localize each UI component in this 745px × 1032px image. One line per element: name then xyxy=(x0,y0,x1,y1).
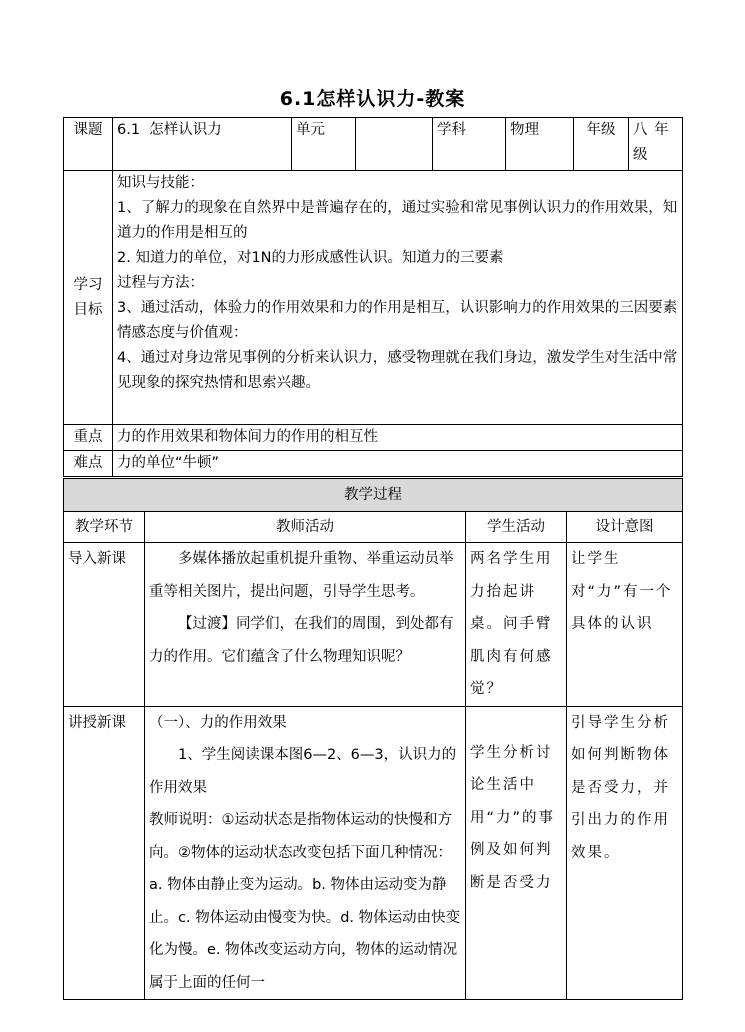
process-table xyxy=(63,478,683,1000)
student-cell: 学生分析讨论生活中用“力”的事例及如何判断是否受力 xyxy=(466,706,567,1000)
key-point-label: 重点 xyxy=(64,425,113,451)
header-intent: 设计意图 xyxy=(567,512,683,543)
teacher-paragraph: 教师说明：①运动状态是指物体运动的快慢和方向。②物体的运动状态改变包括下面几种情况：a. 物体由静止变为运动。b. 物体由运动变为静止。c. 物体运动由慢变为快。d. 物体运动由快变化为慢。e. 物体改变运动方向，物体的运动情况属于上面的任何一 xyxy=(149,812,461,991)
grade-label: 年级 xyxy=(574,118,629,171)
difficulty-label: 难点 xyxy=(64,451,113,477)
table-row xyxy=(64,706,683,1000)
subject-label: 学科 xyxy=(433,118,506,171)
intent-cell: 让学生对“力”有一个具体的认识 xyxy=(567,543,683,707)
objectives-content xyxy=(113,171,683,425)
student-cell: 两名学生用力抬起讲桌。问手臂肌肉有何感觉？ xyxy=(466,543,567,707)
objective-line: 过程与方法： xyxy=(117,275,204,291)
teacher-paragraph: 【过渡】同学们，在我们的周围，到处都有力的作用。它们蕴含了什么物理知识呢？ xyxy=(149,616,454,665)
unit-value xyxy=(356,118,433,171)
objectives-label: 学习目标 xyxy=(64,171,113,425)
objective-line: 1、了解力的现象在自然界中是普遍存在的，通过实验和常见事例认识力的作用效果，知道力的作用是相互的 xyxy=(117,200,678,241)
page-title: 6.1怎样认识力-教案 xyxy=(279,88,466,110)
header-student: 学生活动 xyxy=(466,512,567,543)
grade-value: 八 年级 xyxy=(629,118,683,171)
intent-cell: 引导学生分析如何判断物体是否受力，并引出力的作用效果。 xyxy=(567,706,683,1000)
objective-line: 2. 知道力的单位，对1N的力形成感性认识。知道力的三要素 xyxy=(117,250,504,266)
teacher-cell xyxy=(145,543,466,707)
stage-cell: 导入新课 xyxy=(64,543,145,707)
unit-label: 单元 xyxy=(292,118,356,171)
key-point-value: 力的作用效果和物体间力的作用的相互性 xyxy=(113,425,683,451)
teacher-paragraph: 多媒体播放起重机提升重物、举重运动员举重等相关图片，提出问题，引导学生思考。 xyxy=(149,551,454,600)
teacher-cell xyxy=(145,706,466,1000)
objective-line: 情感态度与价值观： xyxy=(117,325,248,341)
course-value: 6.1 怎样认识力 xyxy=(113,118,292,171)
header-stage: 教学环节 xyxy=(64,512,145,543)
objectives-row xyxy=(64,171,683,425)
process-header-row xyxy=(64,512,683,543)
objective-line: 3、通过活动，体验力的作用效果和力的作用是相互，认识影响力的作用效果的三因要素 xyxy=(117,300,678,316)
difficulty-row xyxy=(64,451,683,477)
key-point-row xyxy=(64,425,683,451)
difficulty-value: 力的单位“牛顿” xyxy=(113,451,683,477)
process-section-title: 教学过程 xyxy=(64,479,683,512)
objective-line: 知识与技能： xyxy=(117,175,204,191)
objective-line: 4、通过对身边常见事例的分析来认识力，感受物理就在我们身边，激发学生对生活中常见现象的探究热情和思索兴趣。 xyxy=(117,350,678,391)
table-row xyxy=(64,543,683,707)
header-teacher: 教师活动 xyxy=(145,512,466,543)
process-section-row xyxy=(64,479,683,512)
course-row xyxy=(64,118,683,171)
subject-value: 物理 xyxy=(506,118,574,171)
info-table xyxy=(63,117,683,477)
teacher-paragraph: 1、学生阅读课本图6—2、6—3，认识力的作用效果 xyxy=(149,747,457,796)
course-label: 课题 xyxy=(64,118,113,171)
teacher-paragraph: （一）、力的作用效果 xyxy=(149,714,287,731)
stage-cell: 讲授新课 xyxy=(64,706,145,1000)
